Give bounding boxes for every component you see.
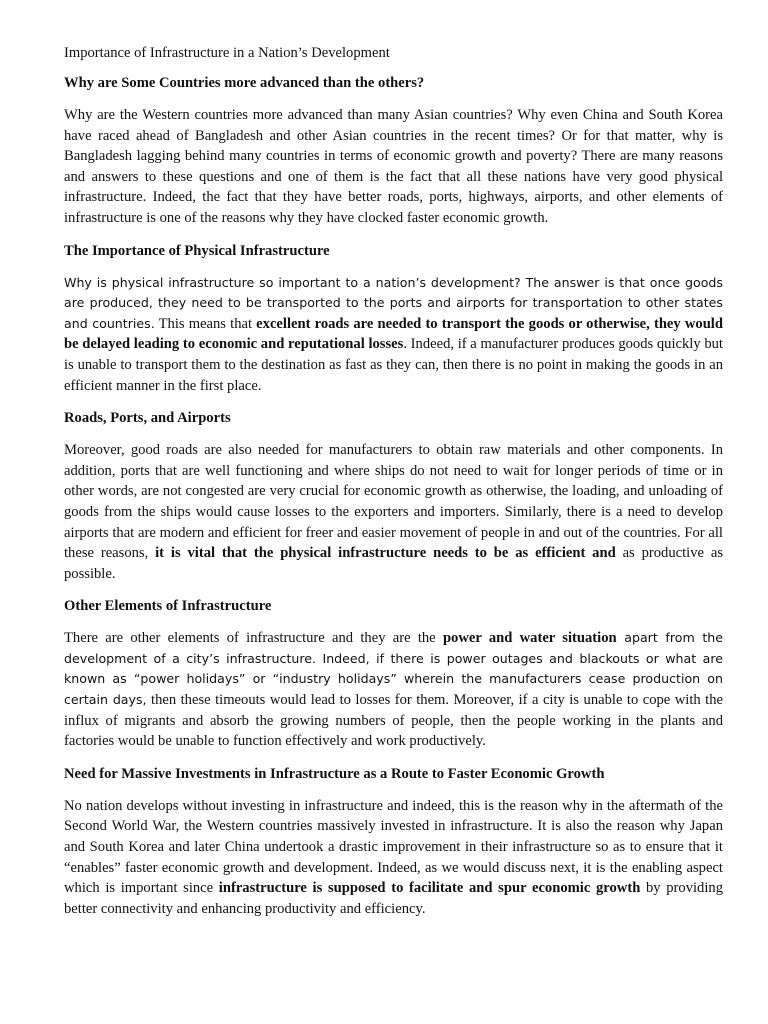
- paragraph-text: as productive as possible.: [64, 545, 724, 582]
- paragraph-bold-text: excellent roads are needed to transport the goods or otherwise, they would be delayed leading to economic and reputational losses: [64, 315, 723, 353]
- paragraph-text: by providing better connectivity and enhancing productivity and efficiency.: [64, 880, 723, 917]
- paragraph-text: Why are the Western countries more advanced than many Asian countries? Why even China and South Korea have raced ahead of Bangladesh and other Asian countries in the recent times? Or for that matter, why is Bangladesh lagging behind many countries in terms of economic growth and poverty? There are many reasons and answers to these questions and one of them is the fact that all these nations have very good physical infrastructure. Indeed, the fact that they have better roads, ports, highways, airports, and other elements of infrastructure is one of the reasons why they have clocked faster economic growth.: [64, 107, 723, 226]
- section-heading-advanced-countries: Why are Some Countries more advanced than the others?: [64, 75, 425, 91]
- section-heading-physical-infrastructure: The Importance of Physical Infrastructure: [64, 242, 330, 259]
- paragraph-text: then these timeouts would lead to losses for them. Moreover, if a city is unable to cope with the influx of migrants and absorb the growing numbers of people, then the people working in the plants and factories would be unable to function effectively and work productively.: [64, 692, 723, 750]
- paragraph-text: No nation develops without investing in infrastructure and indeed, this is the reason why in the aftermath of the Second World War, the Western countries massively invested in infrastructure. It is also the reason why Japan and South Korea and later China undertook a drastic improvement in their infrastructure so as to ensure that it “enables” faster economic growth and development. Indeed, as we would discuss next, it is the enabling aspect which is important since: [64, 797, 723, 897]
- paragraph-roads-ports-airports: [64, 440, 723, 584]
- paragraph-bold-text: it is vital that the physical infrastructure needs to be as efficient and: [155, 545, 616, 562]
- paragraph-text-sans: apart from the development of a city’s infrastructure. Indeed, if there is power outages and blackouts or what are known as “power holidays” or “industry holidays” wherein the manufacturers cease production on certain days,: [64, 630, 723, 708]
- section-heading-roads-ports-airports: Roads, Ports, and Airports: [64, 410, 231, 427]
- paragraph-other-elements: [64, 628, 723, 752]
- paragraph-massive-investments: [64, 796, 723, 920]
- paragraph-bold-text: infrastructure is supposed to facilitate and spur economic growth: [218, 880, 641, 897]
- document-title: Importance of Infrastructure in a Nation’s Development: [64, 45, 390, 61]
- paragraph-text-sans: Why is physical infrastructure so important to a nation’s development? The answer is that once goods are produced, they need to be transported to the ports and airports for transportation to other states and countries.: [64, 274, 723, 331]
- paragraph-text: This means that: [154, 315, 257, 332]
- section-heading-massive-investments: Need for Massive Investments in Infrastructure as a Route to Faster Economic Growth: [64, 765, 605, 782]
- paragraph-text: . Indeed, if a manufacturer produces goods quickly but is unable to transport them to the destination as fast as they can, then there is no point in making the goods in an efficient manner in the first place.: [64, 336, 723, 394]
- paragraph-text: Moreover, good roads are also needed for manufacturers to obtain raw materials and other components. In addition, ports that are well functioning and where ships do not need to wait for longer periods of time or in other words, are not congested are very crucial for economic growth as otherwise, the loading, and unloading of goods from the ships would cause losses to the exporters and importers. Similarly, there is a need to develop airports that are modern and efficient for freer and easier movement of people in and out of the countries. For all these reasons,: [64, 442, 723, 562]
- section-heading-other-elements: Other Elements of Infrastructure: [64, 598, 272, 615]
- paragraph-physical-infrastructure: [64, 273, 723, 397]
- paragraph-bold-text: power and water situation: [442, 630, 617, 647]
- paragraph-advanced-countries: [64, 105, 723, 229]
- paragraph-text: There are other elements of infrastructure and they are the: [64, 630, 443, 647]
